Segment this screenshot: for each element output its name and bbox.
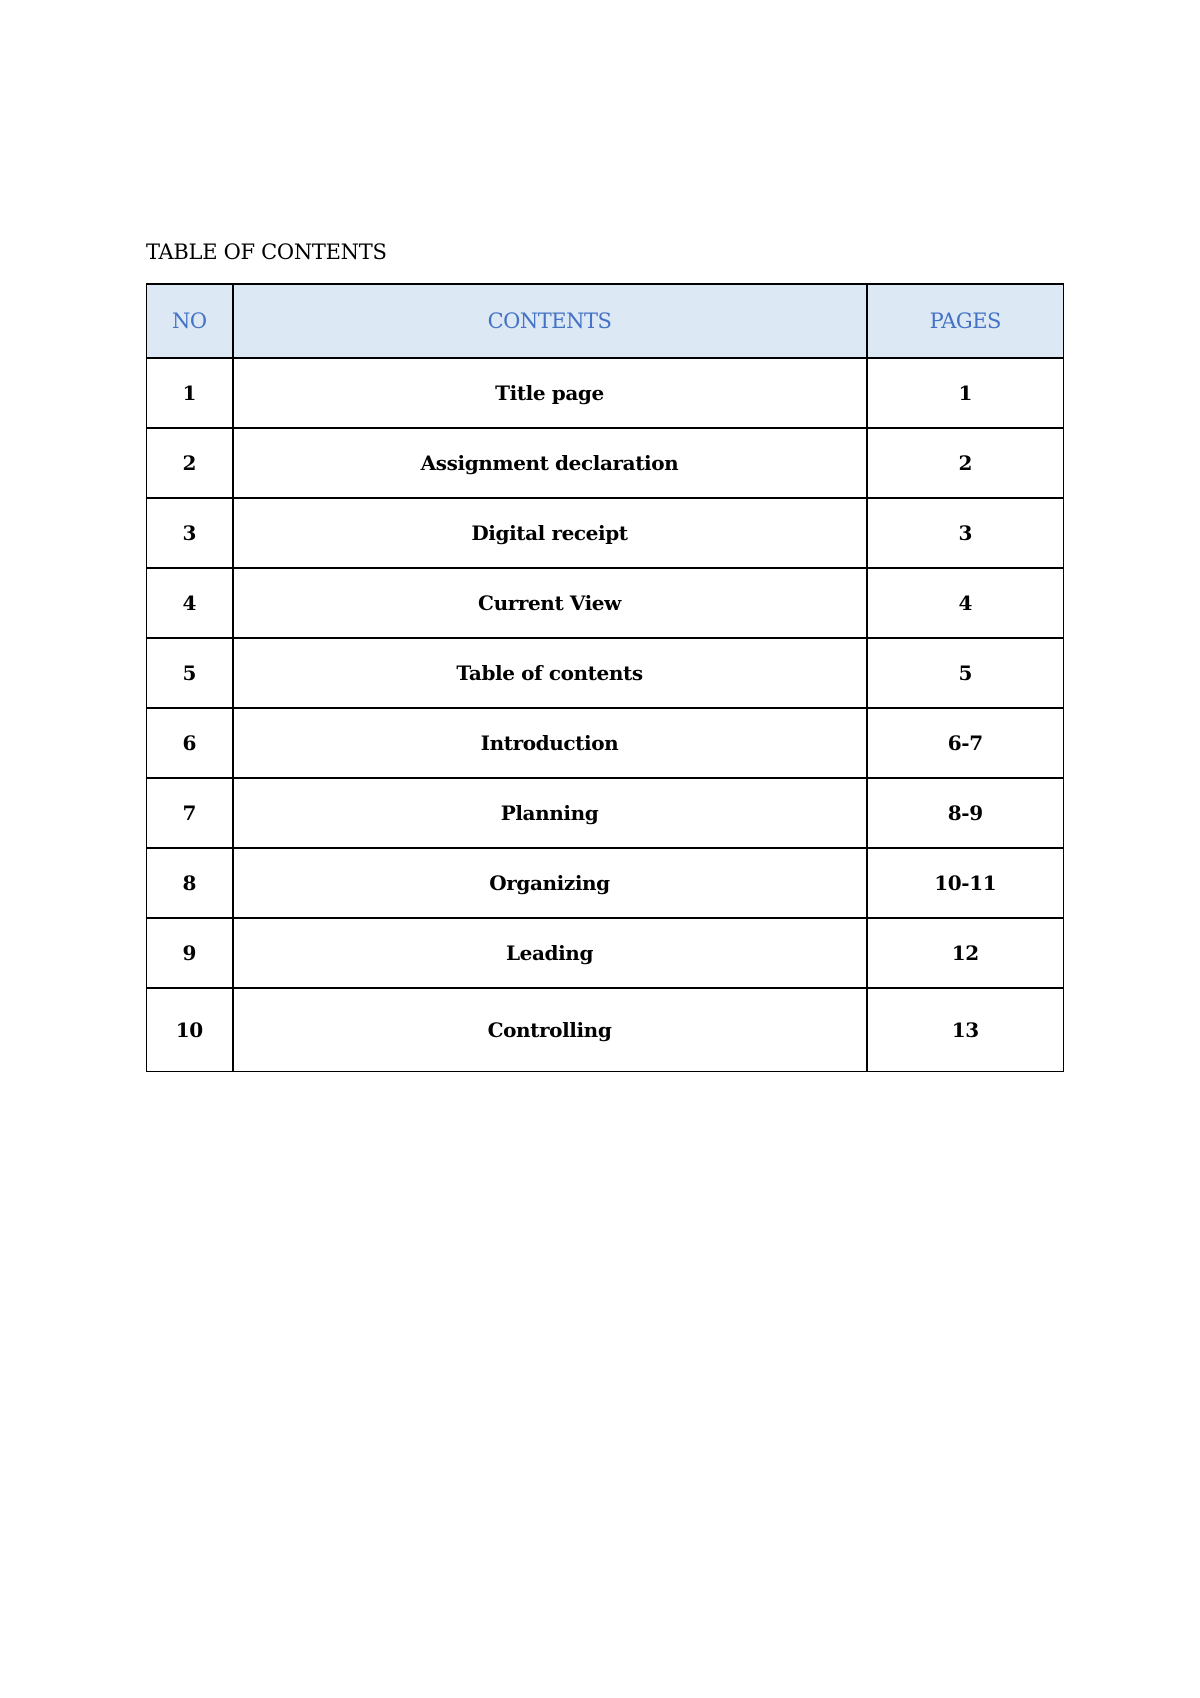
row-contents-cell: Table of contents [233,638,867,708]
table-of-contents [146,283,1064,1072]
table-row [147,708,1064,778]
row-number-cell: 4 [147,568,233,638]
row-pages-cell: 5 [867,638,1064,708]
table-row [147,498,1064,568]
row-number-cell: 2 [147,428,233,498]
row-contents-cell: Digital receipt [233,498,867,568]
table-row [147,918,1064,988]
page-title: TABLE OF CONTENTS [146,240,387,264]
table-row [147,848,1064,918]
row-pages-cell: 4 [867,568,1064,638]
row-contents-cell: Title page [233,358,867,428]
table-row [147,638,1064,708]
row-number-cell: 8 [147,848,233,918]
table-row [147,428,1064,498]
row-pages-cell: 12 [867,918,1064,988]
row-pages-cell: 1 [867,358,1064,428]
column-header-pages: PAGES [867,284,1064,358]
row-contents-cell: Organizing [233,848,867,918]
row-contents-cell: Controlling [233,988,867,1072]
row-pages-cell: 6-7 [867,708,1064,778]
row-pages-cell: 10-11 [867,848,1064,918]
row-contents-cell: Current View [233,568,867,638]
table-row [147,778,1064,848]
row-number-cell: 9 [147,918,233,988]
row-number-cell: 6 [147,708,233,778]
column-header-contents: CONTENTS [233,284,867,358]
row-number-cell: 3 [147,498,233,568]
row-pages-cell: 2 [867,428,1064,498]
row-pages-cell: 8-9 [867,778,1064,848]
row-number-cell: 5 [147,638,233,708]
row-number-cell: 1 [147,358,233,428]
row-pages-cell: 13 [867,988,1064,1072]
row-number-cell: 7 [147,778,233,848]
column-header-no: NO [147,284,233,358]
row-number-cell: 10 [147,988,233,1072]
table-row [147,568,1064,638]
row-contents-cell: Introduction [233,708,867,778]
table-row [147,988,1064,1072]
row-contents-cell: Planning [233,778,867,848]
table-row [147,358,1064,428]
row-pages-cell: 3 [867,498,1064,568]
row-contents-cell: Leading [233,918,867,988]
table-header-row [147,284,1064,358]
row-contents-cell: Assignment declaration [233,428,867,498]
